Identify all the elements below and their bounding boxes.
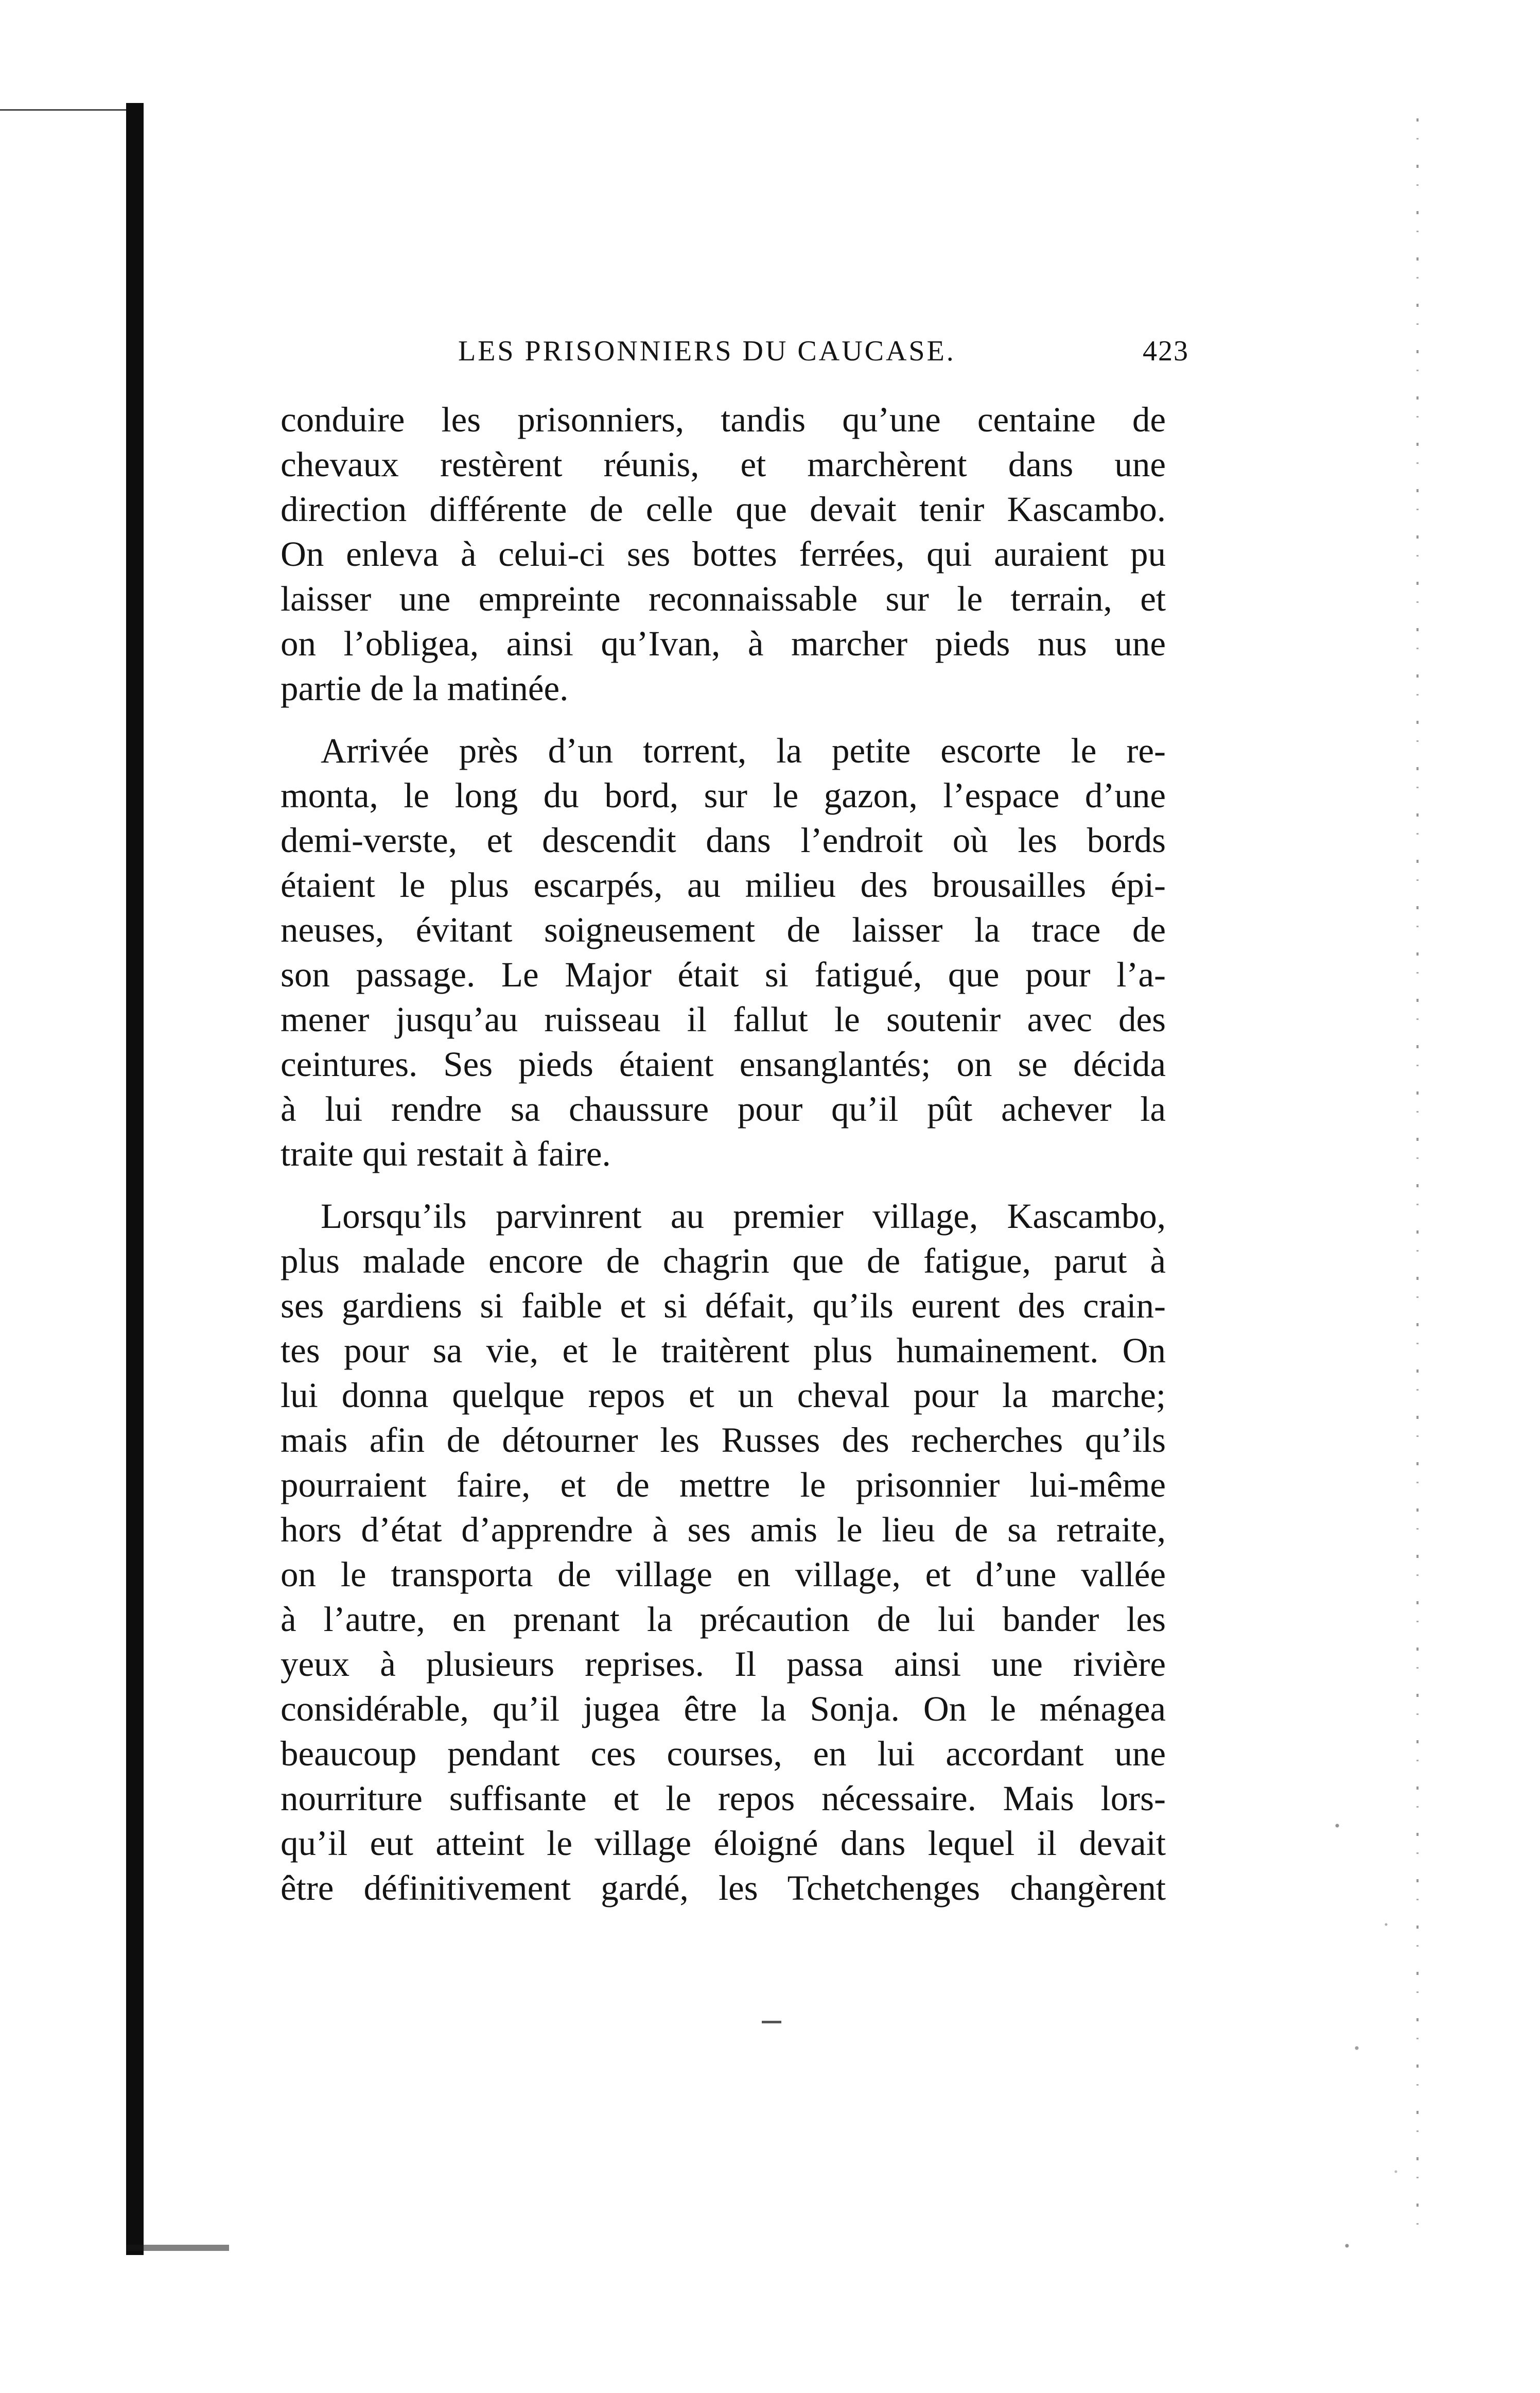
spine-foot-shadow	[126, 2245, 229, 2251]
text-line: partie de la matinée.	[281, 669, 569, 708]
text-line: traite qui restait à faire.	[281, 1134, 611, 1173]
book-spine-shadow	[126, 103, 144, 2255]
text-line: yeux à plusieurs reprises. Il passa ainsi une rivière	[281, 1644, 1166, 1684]
body-text	[281, 397, 1166, 1911]
text-line: ceintures. Ses pieds étaient ensanglantés; on se décida	[281, 1045, 1166, 1084]
text-line: mais afin de détourner les Russes des recherches qu’ils	[281, 1420, 1166, 1460]
text-line: chevaux restèrent réunis, et marchèrent dans une	[281, 445, 1166, 484]
text-line: monta, le long du bord, sur le gazon, l’espace d’une	[281, 776, 1166, 815]
text-line: conduire les prisonniers, tandis qu’une centaine de	[281, 400, 1166, 439]
page-mark	[762, 2021, 781, 2023]
text-line: direction différente de celle que devait tenir Kascambo.	[281, 490, 1166, 529]
running-head	[458, 335, 1189, 381]
paragraph-2	[281, 729, 1166, 1176]
text-line: laisser une empreinte reconnaissable sur le terrain, et	[281, 579, 1166, 618]
text-line: considérable, qu’il jugea être la Sonja. On le ménagea	[281, 1689, 1166, 1728]
running-head-title: LES PRISONNIERS DU CAUCASE.	[458, 335, 956, 367]
paragraph-3	[281, 1194, 1166, 1911]
text-line: hors d’état d’apprendre à ses amis le lieu de sa retraite,	[281, 1510, 1166, 1549]
text-line: ses gardiens si faible et si défait, qu’ils eurent des crain-	[281, 1286, 1166, 1325]
text-line: on le transporta de village en village, et d’une vallée	[281, 1555, 1166, 1594]
text-line: tes pour sa vie, et le traitèrent plus humainement. On	[281, 1331, 1166, 1370]
text-line: On enleva à celui-ci ses bottes ferrées, qui auraient pu	[281, 534, 1166, 574]
text-line: qu’il eut atteint le village éloigné dans lequel il devait	[281, 1824, 1166, 1863]
text-line: Lorsqu’ils parvinrent au premier village, Kascambo,	[321, 1196, 1166, 1236]
page-edge-artifact	[1416, 118, 1419, 2240]
text-line: son passage. Le Major était si fatigué, que pour l’a-	[281, 955, 1166, 994]
text-line: on l’obligea, ainsi qu’Ivan, à marcher pieds nus une	[281, 624, 1166, 663]
text-line: Arrivée près d’un torrent, la petite escorte le re-	[321, 731, 1166, 770]
text-line: nourriture suffisante et le repos nécessaire. Mais lors-	[281, 1779, 1166, 1818]
text-line: à lui rendre sa chaussure pour qu’il pût achever la	[281, 1089, 1166, 1129]
text-line: neuses, évitant soigneusement de laisser la trace de	[281, 910, 1166, 949]
text-line: lui donna quelque repos et un cheval pour la marche;	[281, 1376, 1166, 1415]
text-line: à l’autre, en prenant la précaution de lui bander les	[281, 1600, 1166, 1639]
paragraph-1	[281, 397, 1166, 711]
text-line: beaucoup pendant ces courses, en lui accordant une	[281, 1734, 1166, 1773]
scan-edge-line	[0, 109, 135, 111]
text-line: demi-verste, et descendit dans l’endroit où les bords	[281, 821, 1166, 860]
text-line: pourraient faire, et de mettre le prisonnier lui-même	[281, 1465, 1166, 1504]
text-line: être définitivement gardé, les Tchetchenges changèrent	[281, 1868, 1166, 1908]
text-line: étaient le plus escarpés, au milieu des brousailles épi-	[281, 865, 1166, 905]
text-line: mener jusqu’au ruisseau il fallut le soutenir avec des	[281, 1000, 1166, 1039]
scan-speckles	[1318, 1776, 1415, 2270]
page-number: 423	[1143, 335, 1189, 367]
text-line: plus malade encore de chagrin que de fatigue, parut à	[281, 1241, 1166, 1280]
